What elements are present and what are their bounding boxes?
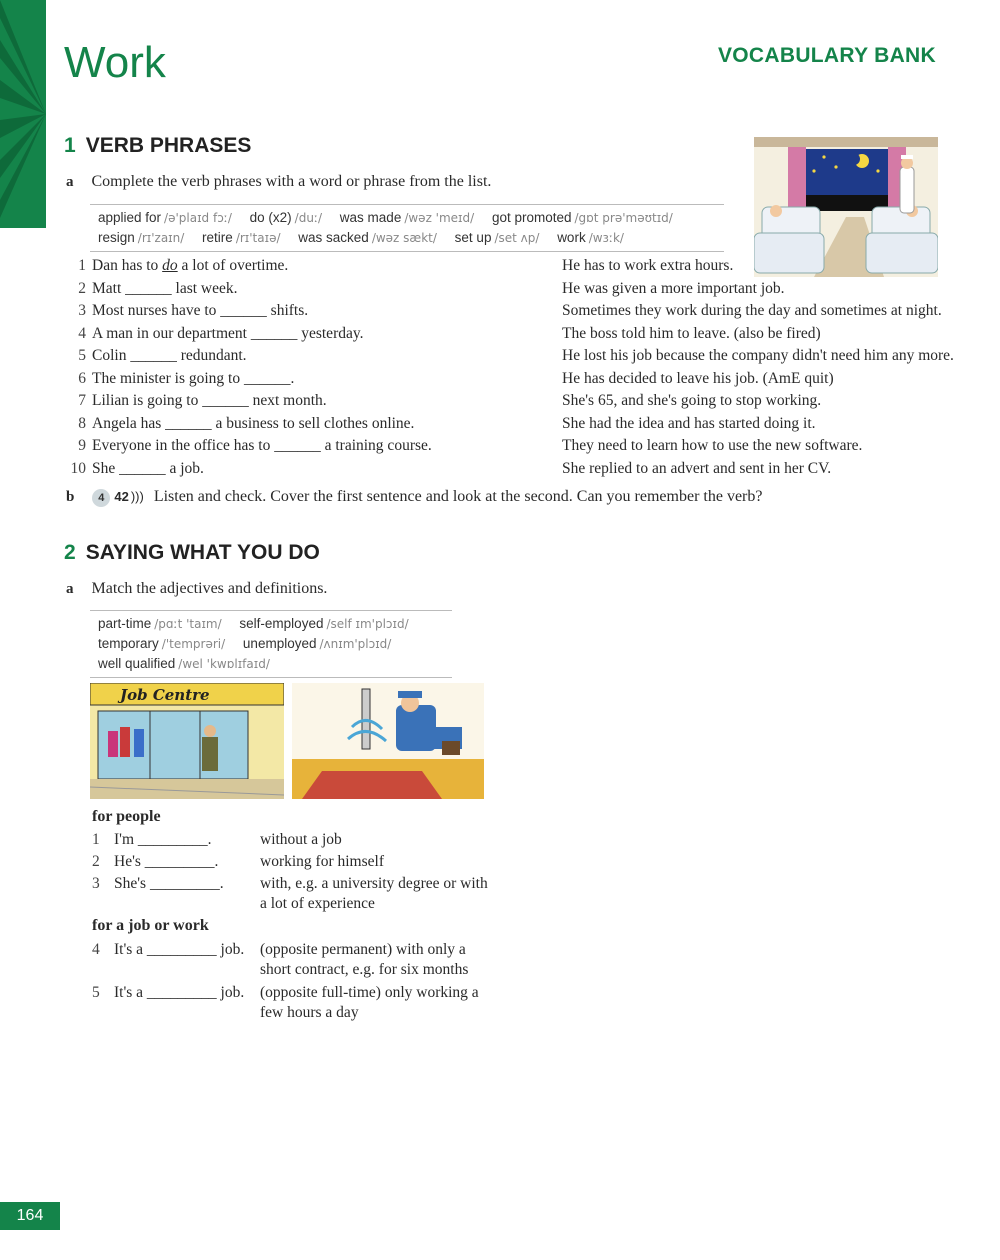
section-2-number: 2 xyxy=(64,541,76,564)
item-number: 10 xyxy=(70,459,86,477)
sentence-text: Colin xyxy=(92,347,131,364)
word-item: unemployed xyxy=(242,636,317,651)
sentence-text: yesterday. xyxy=(297,324,364,342)
phonetic: /set ʌp/ xyxy=(494,231,540,245)
item-number: 4 xyxy=(78,324,86,342)
word-item: was sacked xyxy=(298,230,369,245)
adjective-blank[interactable]: She's _________. xyxy=(114,875,224,892)
phonetic: /wəz 'meɪd/ xyxy=(404,211,475,225)
meaning-text: He was given a more important job. xyxy=(562,279,785,297)
section-1-part-b xyxy=(66,488,762,507)
adjective-item xyxy=(92,983,244,1003)
answer-blank[interactable]: ______ xyxy=(165,414,212,432)
word-item: do (x2) xyxy=(249,210,292,225)
job-exercise xyxy=(92,940,512,1026)
word-list-box-1 xyxy=(90,204,724,252)
verb-phrase-exercise xyxy=(64,255,964,485)
adjective-item xyxy=(92,830,212,850)
sentence-row xyxy=(64,458,204,480)
adjective-item xyxy=(92,940,244,960)
part-a-letter: a xyxy=(66,174,74,190)
answer-blank[interactable]: ______ xyxy=(202,392,249,409)
word-item: self-employed xyxy=(239,616,324,631)
job-centre-illustration xyxy=(90,683,284,799)
sentence-text: redundant. xyxy=(176,347,247,364)
word-item: applied for xyxy=(98,210,162,225)
item-number: 1 xyxy=(78,257,86,274)
item-number: 3 xyxy=(78,302,86,319)
meaning-text: Sometimes they work during the day and sometimes at night. xyxy=(562,302,942,319)
word-list-row xyxy=(98,614,448,634)
definition-text: (opposite permanent) with only a short contract, e.g. for six months xyxy=(260,941,469,978)
sentence-text: Matt xyxy=(92,279,126,297)
phonetic: /ʌnɪm'plɔɪd/ xyxy=(319,637,392,651)
sentence-row xyxy=(64,435,432,457)
item-number: 8 xyxy=(78,414,86,432)
item-number: 6 xyxy=(78,369,86,387)
part-a-instruction: Complete the verb phrases with a word or phrase from the list. xyxy=(91,173,492,190)
part-b-instruction: Listen and check. Cover the first sentence and look at the second. Can you remember the verb? xyxy=(153,488,763,505)
phonetic: /rɪ'zaɪn/ xyxy=(137,231,185,245)
sentence-text: a lot of overtime. xyxy=(177,257,289,274)
sentence-text: A man in our department xyxy=(92,324,251,342)
word-item: got promoted xyxy=(491,210,572,225)
page-title: Work xyxy=(64,38,166,87)
meaning-text: She's 65, and she's going to stop working. xyxy=(562,392,822,409)
phonetic: /self ɪm'plɔɪd/ xyxy=(326,617,409,631)
sentence-text: a job. xyxy=(165,459,204,477)
word-list-row-1 xyxy=(98,208,718,228)
phonetic: /wel 'kwɒlɪfaɪd/ xyxy=(178,657,270,671)
item-number: 9 xyxy=(78,437,86,454)
sentence-row xyxy=(64,255,288,277)
word-item: resign xyxy=(98,230,135,245)
adjective-blank[interactable]: He's _________. xyxy=(114,853,219,870)
meaning-text: She had the idea and has started doing it. xyxy=(562,414,816,432)
plumber-illustration xyxy=(292,683,484,799)
item-number: 7 xyxy=(78,392,86,409)
phonetic: /wɜːk/ xyxy=(588,231,624,245)
answer-blank[interactable]: ______ xyxy=(250,324,298,342)
sentence-text: The minister is going to xyxy=(92,369,244,387)
sentence-text: Dan has to xyxy=(92,257,163,274)
sentence-row xyxy=(64,390,327,412)
sentence-text: She xyxy=(92,459,120,477)
item-number: 4 xyxy=(92,941,100,958)
sentence-text: a training course. xyxy=(320,437,432,454)
for-people-heading: for people xyxy=(92,808,161,825)
section-1-title: VERB PHRASES xyxy=(85,134,252,157)
sentence-row xyxy=(64,368,294,390)
sentence-row xyxy=(64,345,247,367)
phonetic: /duː/ xyxy=(294,211,323,225)
phonetic: /pɑːt 'taɪm/ xyxy=(154,617,222,631)
item-number: 5 xyxy=(92,984,100,1001)
item-number: 5 xyxy=(78,347,86,364)
word-item: was made xyxy=(339,210,402,225)
sentence-text: . xyxy=(290,369,295,387)
sentence-text: Most nurses have to xyxy=(92,302,221,319)
section-1-part-a xyxy=(66,173,491,191)
part-a-instruction: Match the adjectives and definitions. xyxy=(91,580,328,597)
sound-waves-icon: ))) xyxy=(130,489,144,504)
sentence-row xyxy=(64,323,363,345)
meaning-text: They need to learn how to use the new software. xyxy=(562,437,863,454)
meaning-text: The boss told him to leave. (also be fired) xyxy=(562,324,821,342)
word-list-row xyxy=(98,654,448,674)
section-1-number: 1 xyxy=(64,134,76,157)
answer-blank[interactable]: ______ xyxy=(274,437,321,454)
meaning-text: He lost his job because the company didn't need him any more. xyxy=(562,347,954,364)
job-centre-sign: Job Centre xyxy=(120,686,210,704)
sentence-row xyxy=(64,278,238,300)
part-b-letter: b xyxy=(66,489,75,505)
for-job-heading: for a job or work xyxy=(92,917,209,934)
definition-text: working for himself xyxy=(260,853,384,870)
definition-text: without a job xyxy=(260,831,342,848)
section-1-heading xyxy=(64,134,251,158)
definition-text: (opposite full-time) only working a few hours a day xyxy=(260,984,479,1021)
sentence-text: Lilian is going to xyxy=(92,392,203,409)
word-list-row-2 xyxy=(98,228,718,248)
phonetic: /wəz sækt/ xyxy=(371,231,437,245)
section-2-heading xyxy=(64,541,320,565)
sentence-text: next month. xyxy=(248,392,327,409)
word-item: work xyxy=(557,230,586,245)
definition-text: with, e.g. a university degree or with a lot of experience xyxy=(260,875,488,912)
audio-icon[interactable]: 4 xyxy=(92,489,110,507)
part-a-letter: a xyxy=(66,581,74,597)
answer-blank[interactable]: ______ xyxy=(243,369,291,387)
answer-blank[interactable]: ______ xyxy=(220,302,267,319)
audio-track-number: 42 xyxy=(114,489,129,504)
adjective-blank[interactable]: I'm _________. xyxy=(114,831,212,848)
phonetic: /gɒt prə'məʊtɪd/ xyxy=(574,211,673,225)
item-number: 2 xyxy=(78,279,86,297)
meaning-text: He has to work extra hours. xyxy=(562,257,734,274)
section-2-part-a xyxy=(66,580,327,598)
word-item: set up xyxy=(454,230,492,245)
answer-blank[interactable]: ______ xyxy=(125,279,172,297)
word-list-box-2 xyxy=(90,610,452,678)
section-2-title: SAYING WHAT YOU DO xyxy=(85,541,320,564)
corner-decoration xyxy=(0,0,46,228)
sentence-text: Angela has xyxy=(92,414,166,432)
item-number: 2 xyxy=(92,853,100,870)
sentence-text: a business to sell clothes online. xyxy=(211,414,415,432)
sentence-text: Everyone in the office has to xyxy=(92,437,275,454)
sentence-text: last week. xyxy=(171,279,238,297)
phonetic: /ə'plaɪd fɔː/ xyxy=(164,211,232,225)
answer-blank[interactable]: ______ xyxy=(119,459,166,477)
adjective-blank[interactable]: It's a _________ job. xyxy=(114,984,245,1001)
word-list-row xyxy=(98,634,448,654)
vocabulary-bank-label: VOCABULARY BANK xyxy=(717,44,936,67)
phonetic: /'temprəri/ xyxy=(161,637,226,651)
word-item: temporary xyxy=(98,636,159,651)
word-item: retire xyxy=(202,230,233,245)
answer-blank[interactable]: ______ xyxy=(130,347,177,364)
sentence-text: shifts. xyxy=(266,302,309,319)
meaning-text: He has decided to leave his job. (AmE quit) xyxy=(562,369,834,387)
item-number: 1 xyxy=(92,831,100,848)
word-item: part-time xyxy=(98,616,152,631)
adjective-item xyxy=(92,852,218,872)
sentence-row xyxy=(64,300,308,322)
adjective-item xyxy=(92,874,224,894)
phonetic: /rɪ'taɪə/ xyxy=(235,231,281,245)
adjective-blank[interactable]: It's a _________ job. xyxy=(114,941,245,958)
sentence-row xyxy=(64,413,414,435)
item-number: 3 xyxy=(92,875,100,892)
people-exercise xyxy=(92,830,512,920)
meaning-text: She replied to an advert and sent in her CV. xyxy=(562,459,832,477)
word-item: well qualified xyxy=(98,656,176,671)
page-number: 164 xyxy=(0,1202,60,1230)
answer-blank: do xyxy=(162,257,178,274)
